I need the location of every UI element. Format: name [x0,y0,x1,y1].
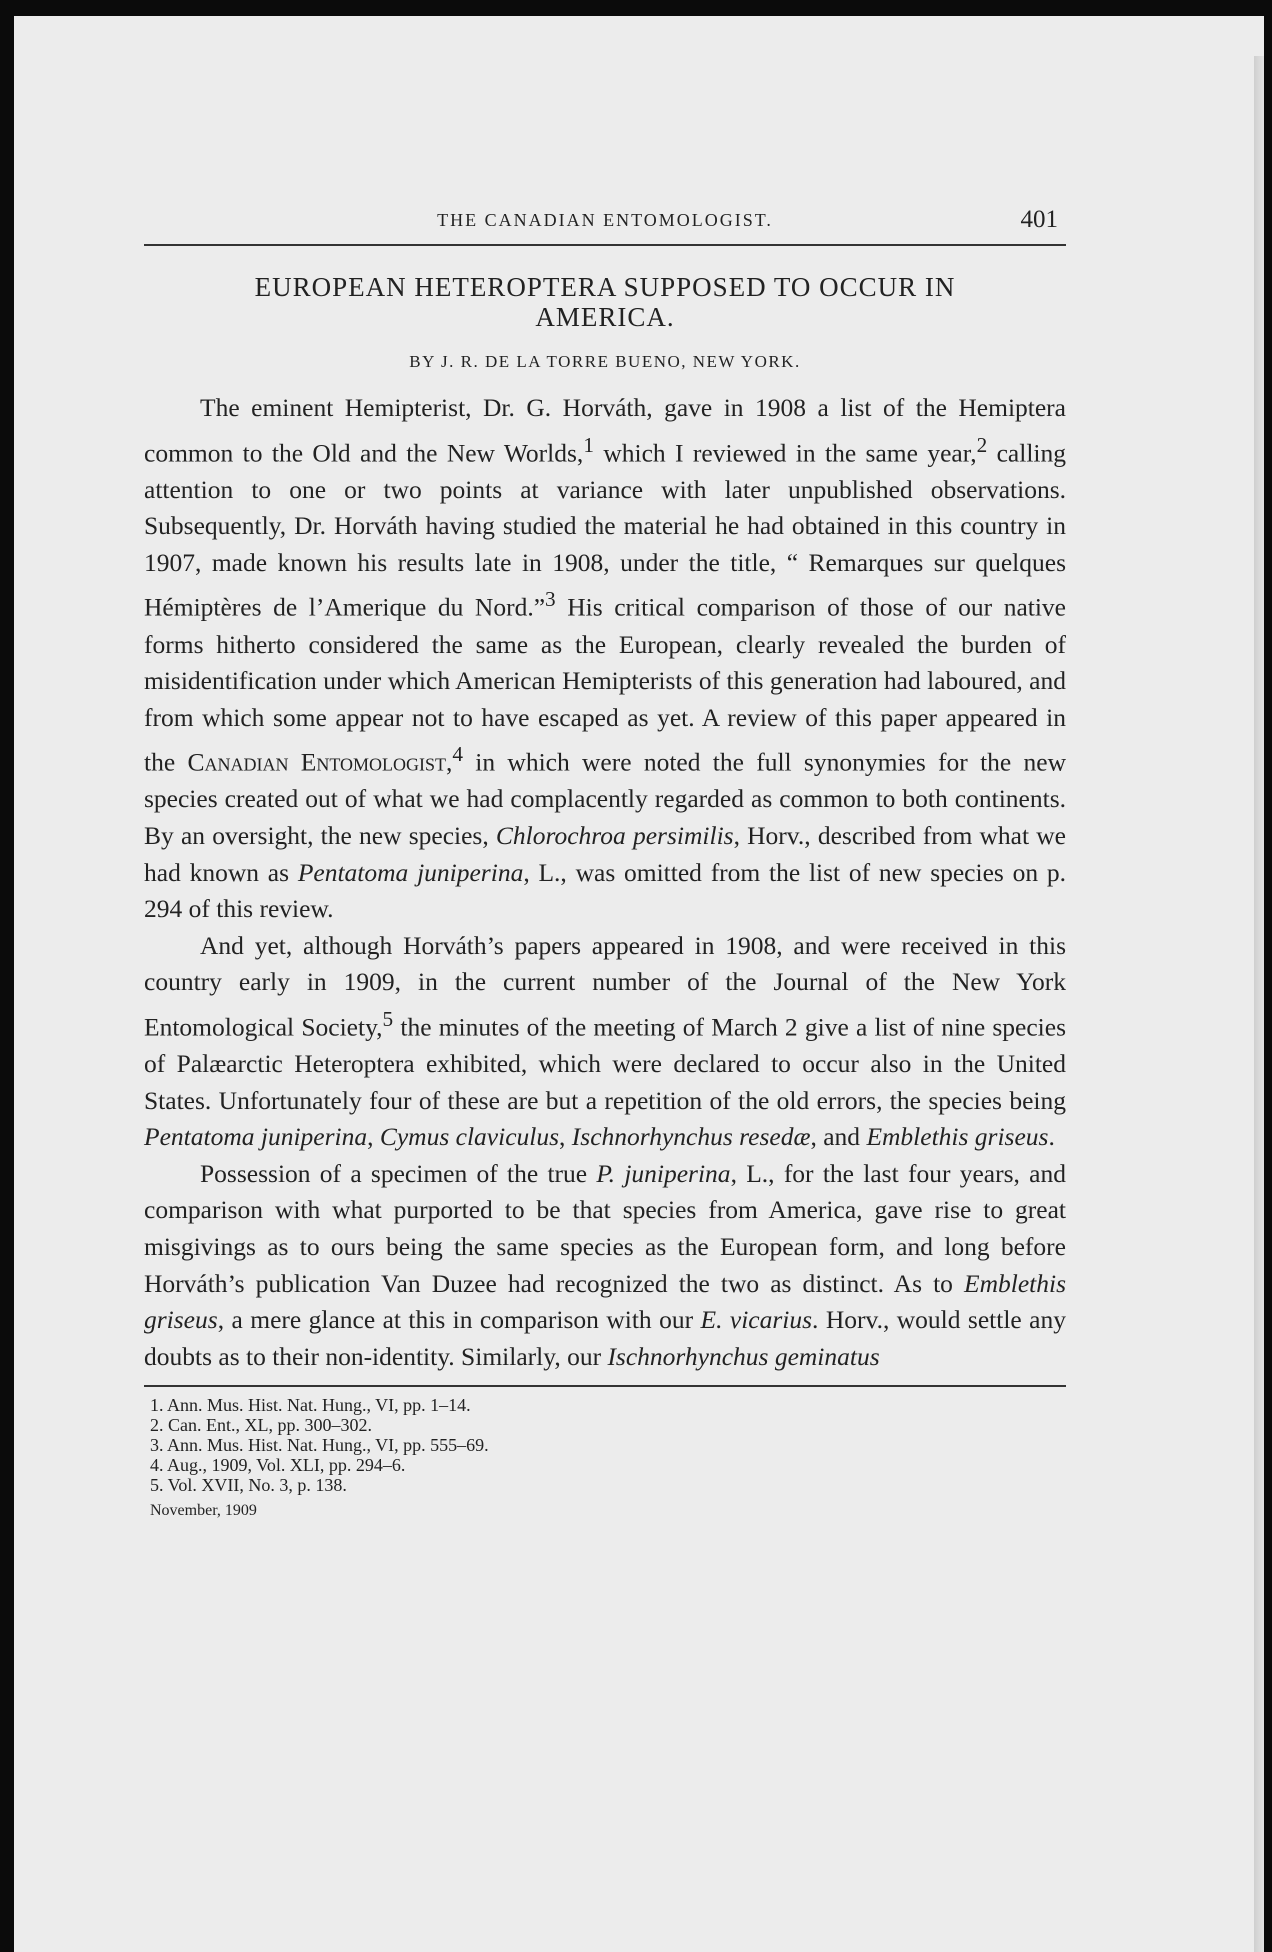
text-run: , [559,1122,572,1152]
text-run: which I reviewed in the same year, [593,438,977,468]
footnote-rule [144,1385,1066,1387]
footnote-ref-4: 4 [452,742,463,767]
journal-name-smallcaps: Canadian Entomologist [187,747,446,777]
paragraph-3 [144,1156,1066,1376]
text-run: the minutes of the meeting of March 2 give a list of nine species of Palæarctic Heteroptera exhibited, which were declared to occur also in the United States. Unfortunately four of these are but a repetition of the old errors, the species being [144,1012,1067,1115]
species-name: E. vicarius [700,1305,813,1335]
title-line-2: AMERICA. [535,302,675,332]
species-name: Ischnorhynchus geminatus [607,1341,880,1371]
text-run: Possession of a specimen of the true [200,1158,597,1188]
species-name: Emblethis griseus [866,1122,1049,1152]
footnote-5: 5. Vol. XVII, No. 3, p. 138. [150,1475,347,1496]
text-run: , L., for the last four years, and comparison with what purported to be that species from America, gave rise to great misgivings as to ours being the same species as the European form, and long before Horváth’s publication Van Duzee had recognized the two as distinct. As to [144,1158,1066,1298]
text-run: , Horv., described from what we had known as [144,821,1066,887]
page-edge [1254,56,1264,1952]
footnote-2: 2. Can. Ent., XL, pp. 300–302. [150,1415,372,1436]
text-run: The eminent Hemipterist, Dr. G. Horváth, gave in 1908 a list of the Hemiptera common to the Old and the New Worlds, [144,393,1066,468]
species-name: Ischnorhynchus resedæ [571,1122,811,1152]
page-number: 401 [1020,206,1058,233]
text-run: . Horv., would settle any doubts as to their non-identity. Similarly, our [144,1305,1066,1371]
footnotes [144,1395,1066,1521]
species-name: Cymus claviculus [379,1122,560,1152]
paragraph-2 [144,928,1066,1156]
species-name: P. juniperina [596,1158,731,1188]
running-head [144,206,1066,236]
title-line-1: EUROPEAN HETEROPTERA SUPPOSED TO OCCUR IN [254,272,956,302]
byline: BY J. R. DE LA TORRE BUENO, NEW YORK. [409,352,801,371]
journal-title: THE CANADIAN ENTOMOLOGIST. [437,210,773,230]
text-run: , L., was omitted from the list of new species on p. 294 of this review. [144,857,1067,924]
text-run: His critical comparison of those of our native forms hitherto considered the same as the European, clearly revealed the burden of misidentification under which American Hemipterists of this generation had laboured, and from which some appear not to have escaped as yet. A review of this paper appeared in the [144,592,1066,777]
signature-date: November, 1909 [150,1502,257,1520]
header-rule [144,244,1066,246]
species-name: Chlorochroa persimilis [495,821,734,851]
article-body [144,390,1066,1375]
paragraph-1 [144,390,1066,928]
footnote-ref-3: 3 [545,587,556,612]
text-run: , [367,1122,380,1152]
footnote-1: 1. Ann. Mus. Hist. Nat. Hung., VI, pp. 1–14. [150,1395,471,1416]
article-title [144,272,1066,332]
scanned-page [14,16,1264,1952]
text-run: , a mere glance at this in comparison with our [217,1305,701,1335]
species-name: Pentatoma juniperina [144,1122,368,1152]
text-run: . [1048,1122,1055,1152]
text-run: , [445,747,453,777]
text-run: , and [810,1122,867,1152]
footnote-ref-5: 5 [382,1007,394,1031]
footnote-ref-2: 2 [976,432,988,457]
text-run: in which were noted the full synonymies for the new species created out of what we had complacently regarded as common to both continents. By an oversight, the new species, [144,747,1066,851]
text-run: And yet, although Horváth’s papers appeared in 1908, and were received in this country early in 1909, in the current number of the Journal of the New York Entomological Society, [144,930,1066,1042]
page-content [144,206,1066,1521]
footnote-4: 4. Aug., 1909, Vol. XLI, pp. 294–6. [150,1455,406,1476]
footnote-3: 3. Ann. Mus. Hist. Nat. Hung., VI, pp. 555–69. [150,1435,489,1456]
species-name: Pentatoma juniperina [297,857,524,887]
text-run: calling attention to one or two points at variance with later unpublished observations. Subsequently, Dr. Horváth having studied the material he had obtained in this country in 1907, made known his results late in 1908, under the title, “ Remarques sur quelques Hémiptères de l’Amerique du Nord.” [144,438,1067,622]
species-name: Emblethis griseus [144,1268,1066,1335]
footnote-ref-1: 1 [583,432,594,457]
